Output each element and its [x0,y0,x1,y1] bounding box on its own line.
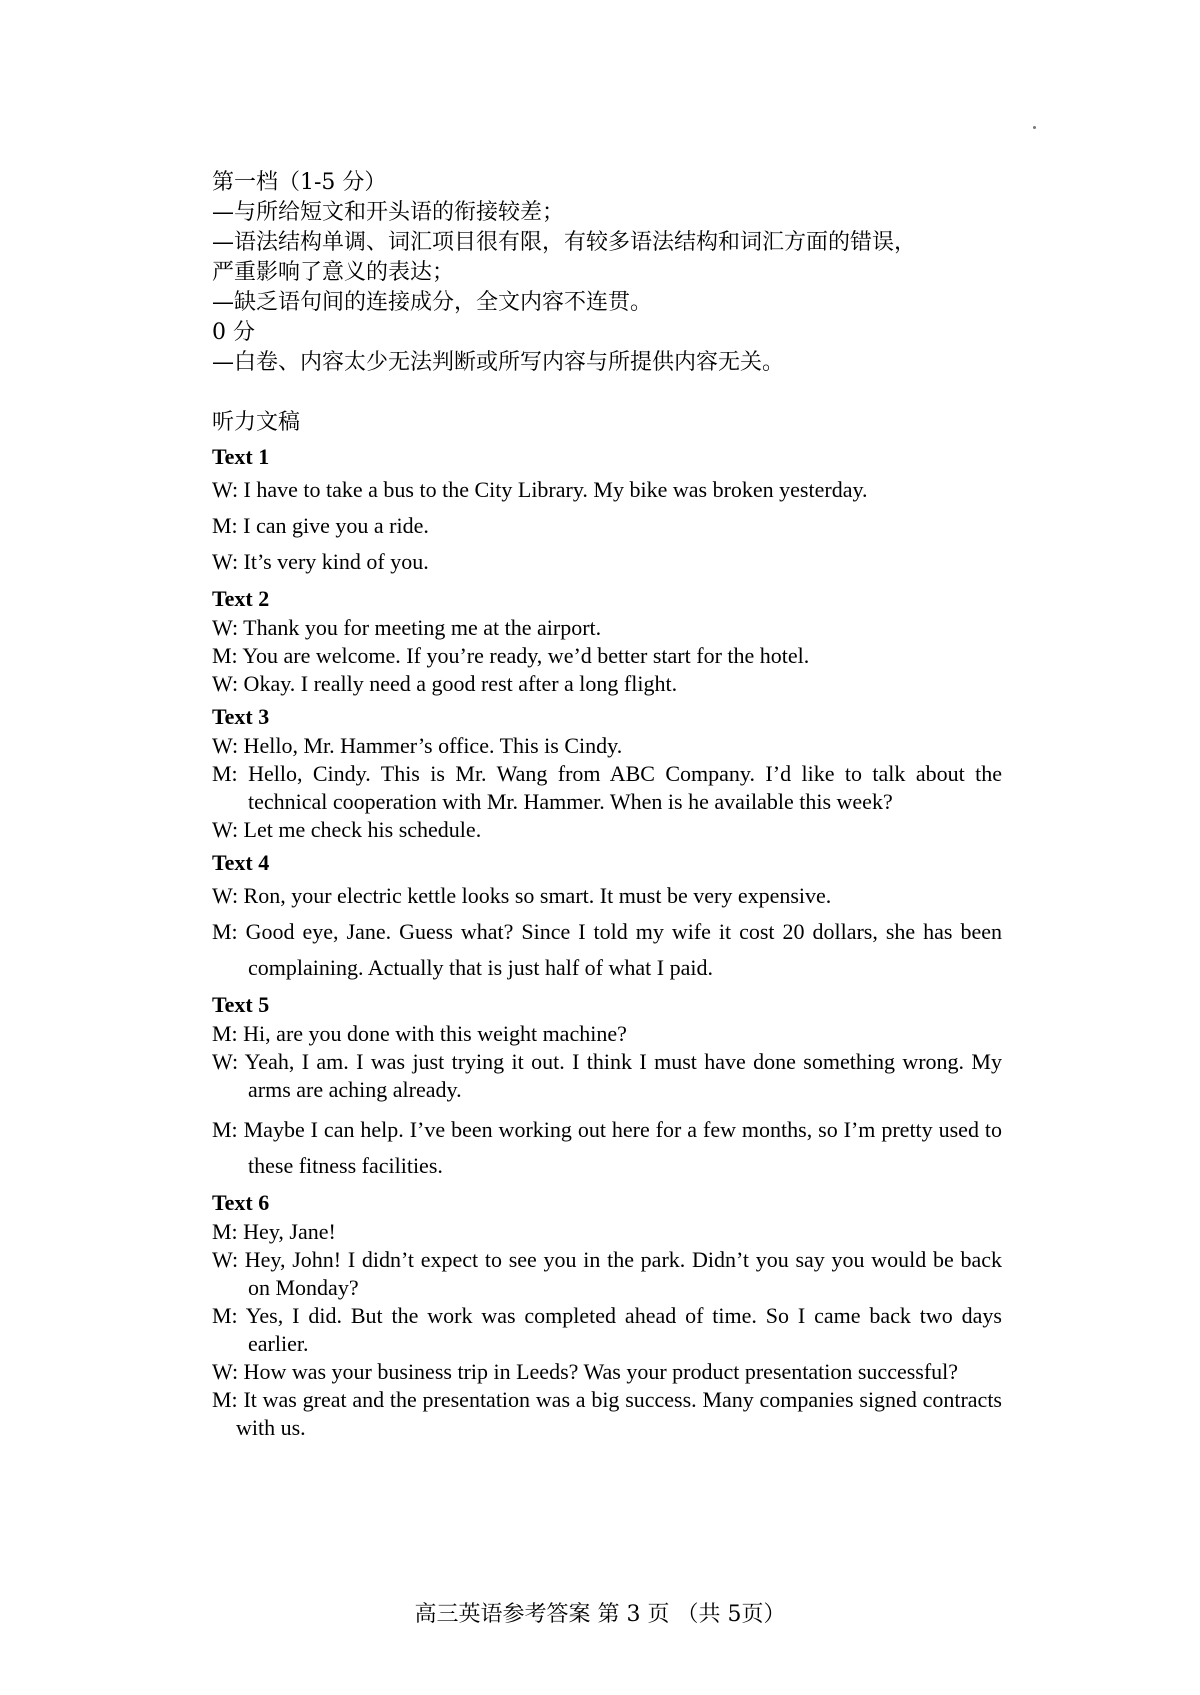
dialogue-line: W: Ron, your electric kettle looks so smart. It must be very expensive. [212,883,832,908]
page-content [212,168,1002,1442]
dialogue-line: M: Hello, Cindy. This is Mr. Wang from ABC Company. I’d like to talk about the technical cooperation with Mr. Hammer. When is he available this week? [212,761,1002,814]
text-heading: Text 6 [212,1190,270,1215]
rubric-item: —与所给短文和开头语的衔接较差； [212,200,565,225]
dialogue-line: M: I can give you a ride. [212,513,429,538]
dialogue-line: M: Yes, I did. But the work was completed ahead of time. So I came back two days earlier. [212,1303,1002,1356]
text-heading: Text 2 [212,586,270,611]
text-heading: Text 5 [212,992,270,1017]
dialogue-line: W: It’s very kind of you. [212,549,429,574]
rubric-section [212,168,1002,378]
dialogue-line: W: Yeah, I am. I was just trying it out. I think I must have done something wrong. My arms are aching already. [212,1049,1002,1102]
text-heading: Text 1 [212,444,270,469]
dialogue-line: M: Hey, Jane! [212,1219,336,1244]
dialogue-line: M: It was great and the presentation was a big success. Many companies signed contracts with us. [212,1387,1002,1440]
text-heading: Text 3 [212,704,270,729]
transcript-section [212,408,1002,1442]
rubric-level-heading: 第一档（1-5 分） [212,170,387,195]
text-heading: Text 4 [212,850,270,875]
dialogue-line: W: How was your business trip in Leeds? Was your product presentation successful? [212,1359,959,1384]
dialogue-line: M: Good eye, Jane. Guess what? Since I told my wife it cost 20 dollars, she has been complaining. Actually that is just half of what I paid. [212,919,1002,980]
rubric-item: 严重影响了意义的表达； [212,260,455,285]
rubric-item: —语法结构单调、词汇项目很有限，有较多语法结构和词汇方面的错误， [212,230,917,255]
scan-dot [1033,126,1036,129]
dialogue-line: M: You are welcome. If you’re ready, we’d better start for the hotel. [212,643,810,668]
dialogue-line: M: Hi, are you done with this weight machine? [212,1021,627,1046]
transcript-title: 听力文稿 [212,410,301,435]
dialogue-line: W: Thank you for meeting me at the airport. [212,615,602,640]
dialogue-line: M: Maybe I can help. I’ve been working out here for a few months, so I’m pretty used to these fitness facilities. [212,1117,1002,1178]
dialogue-line: W: I have to take a bus to the City Library. My bike was broken yesterday. [212,477,868,502]
dialogue-line: W: Let me check his schedule. [212,817,482,842]
rubric-zero-heading: 0 分 [212,320,255,345]
page-footer: 高三英语参考答案 第 3 页 （共 5页） [414,1602,786,1627]
dialogue-line: W: Hey, John! I didn’t expect to see you in the park. Didn’t you say you would be back on Monday? [212,1247,1002,1300]
dialogue-line: W: Okay. I really need a good rest after a long flight. [212,671,678,696]
dialogue-line: W: Hello, Mr. Hammer’s office. This is Cindy. [212,733,623,758]
rubric-item: —缺乏语句间的连接成分，全文内容不连贯。 [212,290,653,315]
rubric-zero-item: —白卷、内容太少无法判断或所写内容与所提供内容无关。 [212,350,785,375]
